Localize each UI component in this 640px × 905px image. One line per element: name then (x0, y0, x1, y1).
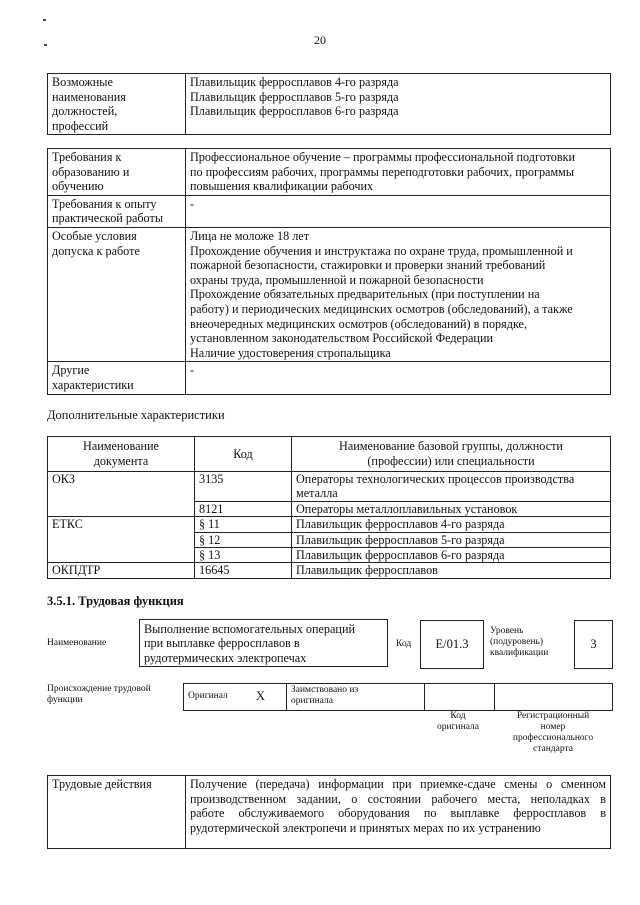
labor-function-title: 3.5.1. Трудовая функция (47, 594, 184, 608)
profession-item: Плавильщик ферросплавов 4-го разряда (190, 75, 399, 89)
borrowed-label: Заимствовано из оригинала (291, 685, 359, 706)
code-cell: 8121 (195, 501, 292, 516)
divider (286, 684, 287, 710)
other-characteristics-label: Другие характеристики (48, 362, 186, 394)
labor-actions-label: Трудовые действия (48, 776, 186, 849)
origin-box (183, 683, 613, 711)
table-row (48, 472, 611, 502)
doc-cell: ЕТКС (48, 517, 195, 563)
level-label: Уровень (подуровень) квалификации (490, 626, 549, 658)
other-characteristics-value: - (186, 362, 611, 394)
education-label: Требования к образованию и обучению (48, 149, 186, 196)
name-cell: Плавильщик ферросплавов 5-го разряда (292, 532, 611, 547)
profession-item: Плавильщик ферросплавов 6-го разряда (190, 104, 399, 119)
table-row (48, 149, 611, 196)
name-cell: Плавильщик ферросплавов 4-го разряда (292, 517, 611, 532)
table-row (48, 517, 611, 532)
registration-number-caption: Регистрационный номер профессионального стандарта (512, 711, 594, 754)
table-row (48, 227, 611, 361)
code-cell: 3135 (195, 472, 292, 502)
name-cell: Операторы металлоплавильных установок (292, 501, 611, 516)
table-row (48, 195, 611, 227)
column-header-document: Наименование документа (48, 437, 195, 472)
divider (424, 684, 425, 710)
special-conditions-label: Особые условия допуска к работе (48, 227, 186, 361)
doc-cell: ОКЗ (48, 472, 195, 517)
profession-item: Плавильщик ферросплавов 5-го разряда (190, 89, 399, 104)
function-code-value: E/01.3 (420, 620, 484, 669)
column-header-name: Наименование базовой группы, должности (профессии) или специальности (292, 437, 611, 472)
code-cell: 16645 (195, 563, 292, 578)
code-cell: § 12 (195, 532, 292, 547)
level-value: 3 (574, 620, 613, 669)
professions-values (186, 74, 611, 135)
scan-speck (43, 19, 46, 21)
function-code-label: Код (396, 639, 412, 649)
table-row (48, 563, 611, 578)
table-row (48, 776, 611, 849)
labor-actions-table (47, 775, 611, 849)
table-row (48, 362, 611, 394)
name-cell: Плавильщик ферросплавов 6-го разряда (292, 548, 611, 563)
special-conditions-value: Лица не моложе 18 лет Прохождение обучения и инструктажа по охране труда, промышленной и пожарной безопасности, стажировки и проверки знаний требований охраны труда, промышленной и пожарной безопасности Прохождение обязательных предварительных (при поступлении на работу) и периодических медицинских осмотров (обследований), а также внеочередных медицинских осмотров (обследований) в порядке, установленном законодательством Российской Федерации Наличие удостоверения стропальщика (186, 227, 611, 361)
code-cell: § 13 (195, 548, 292, 563)
additional-characteristics-title: Дополнительные характеристики (47, 408, 225, 422)
code-cell: § 11 (195, 517, 292, 532)
experience-value: - (186, 195, 611, 227)
additional-characteristics-table (47, 436, 611, 579)
professions-table (47, 73, 611, 135)
education-value: Профессиональное обучение – программы профессиональной подготовки по профессиям рабочих, программы переподготовки рабочих, программы повышения квалификации рабочих (186, 149, 611, 196)
requirements-table (47, 148, 611, 395)
origin-label: Происхождение трудовой функции (47, 684, 151, 705)
experience-label: Требования к опыту практической работы (48, 195, 186, 227)
doc-cell: ОКПДТР (48, 563, 195, 578)
function-name-box: Выполнение вспомогательных операций при выплавке ферросплавов в рудотермических электропечах (139, 619, 388, 667)
column-header-code: Код (195, 437, 292, 472)
page-number: 20 (314, 33, 326, 47)
table-header-row (48, 437, 611, 472)
original-mark: X (256, 689, 266, 703)
labor-actions-value: Получение (передача) информации при приемке-сдаче смены о сменном производственном задании, о состоянии рабочего места, неполадках в работе обслуживаемого оборудования по выплавке ферросплавов в рудотермической электропечи и принятых мерах по их устранению (186, 776, 611, 849)
original-code-caption: Код оригинала (437, 711, 479, 732)
name-cell: Операторы технологических процессов производства металла (292, 472, 611, 502)
professions-label: Возможные наименования должностей, профессий (48, 74, 186, 135)
function-name-label: Наименование (47, 638, 107, 648)
name-cell: Плавильщик ферросплавов (292, 563, 611, 578)
original-label: Оригинал (188, 691, 228, 701)
divider (494, 684, 495, 710)
